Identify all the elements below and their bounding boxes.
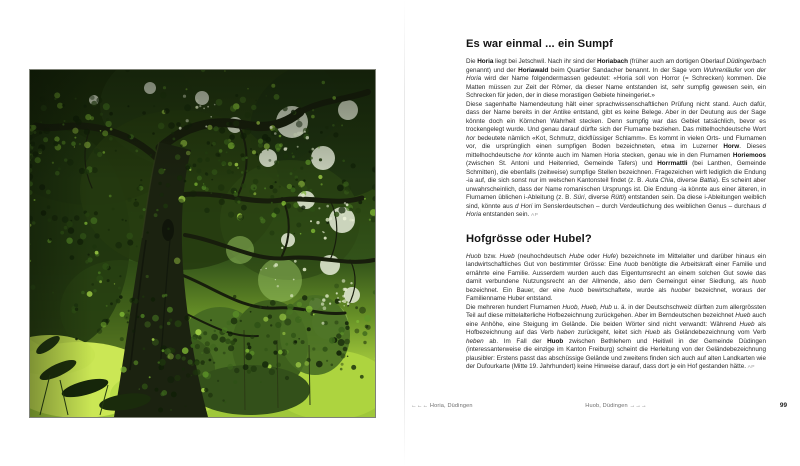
page-number: 99	[779, 402, 787, 409]
photo-caption-prev: ←←← Horia, Düdingen	[411, 403, 473, 409]
photo-caption-next: Huob, Düdingen →→→	[585, 403, 647, 409]
left-vignette	[30, 70, 375, 417]
section-heading: Hofgrösse oder Hubel?	[466, 232, 592, 245]
section-hubel	[466, 233, 766, 373]
body-paragraph: Huob bzw. Hueb (neuhochdeutsch Hube oder Hufe) bezeichnete im Mittelalter und darüber hinaus ein landwirtschaftliches Gut von bestimmter Grösse: Eine huob benötigte die Arbeitskraft einer Familie und ernährte eine Familie. Ausserdem wurden auch das Eigentumsrecht an einem solchen Gut sowie das damit verbundene Nutzungsrecht an der Allmende, also dem Gemeingut einer Siedlung, als huob bezeichnet. Ein Bauer, der eine huob bewirtschaftete, wurde als huober bezeichnet, woraus der Familienname Huber entstand.	[466, 252, 766, 302]
section-sumpf	[466, 38, 766, 221]
section-heading: Es war einmal ... ein Sumpf	[466, 38, 613, 50]
body-paragraph: Diese sagenhafte Namendeutung hält einer sprachwissenschaftlichen Prüfung nicht stand. Auch dafür, dass der Name bereits in der Antike entstand, gibt es keine Belege. Aber in der Deutung aus der Sage könnte doch ein Körnchen Wahrheit stecken. Denn sumpfig war das Gebiet tatsächlich, bevor es trockengelegt wurde. Und genau darauf dürfte sich der Flurname beziehen. Das mittelhochdeutsche Wort hor bedeutete nämlich «Kot, Schmutz, dickflüssiger Schlamm». Es kommt in vielen Orts- und Flurnamen vor, die ursprünglich einen sumpfigen Boden bezeichneten, etwa im Luzerner Horw. Dieses mittelhochdeutsche hor könnte auch im Namen Horia stecken, genau wie in den Flurnamen Horiemoos (zwischen St. Antoni und Heitenried, Gemeinde Tafers) und Horrmattli (bei Lanthen, Gemeinde Schmitten), die ebenfalls (zeitweise) sumpfige Stellen bezeichnen. Fragezeichen wirft lediglich die Endung -ia auf, die sich sonst nur im welschen Kantonsteil findet (z. B. Auta Chia, diverse Battia). Es scheint aber unwahrscheinlich, dass der Name romanischen Ursprungs ist. Die Endung -ia könnte aus einer älteren, in Flurnamen üblichen i-Ableitung (z. B. Süri, diverse Rütti) entstanden sein. Da diese i-Ableitungen weiblich sind, könnte aus d Hori im Senslerdeutschen – durch Verdeutlichung des weiblichen Genus – durchaus d Horia entstanden sein. AP	[466, 100, 767, 218]
page-spine	[404, 0, 405, 466]
tree-photo	[30, 70, 375, 417]
article-column	[466, 38, 766, 373]
body-paragraph: Die mehreren hundert Flurnamen Huob, Hueb, Hub u. ä. in der Deutschschweiz dürften zum allergrössten Teil auf diese mittelalterliche Hofbezeichnung zurückgehen. Aber im Berndeutschen bezeichnet Hueb auch eine Anhöhe, eine Steigung im Gelände. Die beiden Wörter sind nicht verwandt: Während Hueb als Hofbezeichnung auf das Verb haben zurückgeht, leitet sich Hueb als Geländebezeichnung vom Verb heben ab. Im Fall der Huob zwischen Bethlehem und Heitiwil in der Gemeinde Düdingen (interessanterweise die einzige im Kanton Freiburg) scheint die Herleitung von der Geländebezeichnung plausibler: Erstens passt das abschüssige Gelände und zweitens finden sich auch auf alten Landkarten wie der Dufourkarte (Mitte 19. Jahrhundert) keine Hinweise darauf, dass dort je ein Hof gestanden hätte. AP	[466, 303, 767, 370]
tree-photo-illustration	[30, 70, 375, 417]
body-paragraph: Die Horia liegt bei Jetschwil. Nach ihr sind der Horiabach (früher auch am dortigen Oberlauf Düdingerbach genannt) und der Horiawald beim Quartier Sandacher benannt. In der Sage vom Wuhrenläufer von der Horia wird der Name folgendermassen gedeutet: «Horia soll von Horror (= Schrecken) kommen. Die Matten müssen zur Zeit der Römer, da dieser Name entstanden ist, sehr sumpfig gewesen sein, ein Schrecken für jeden, der in diese morastigen Gebiete hineingeriet.»	[466, 58, 767, 99]
